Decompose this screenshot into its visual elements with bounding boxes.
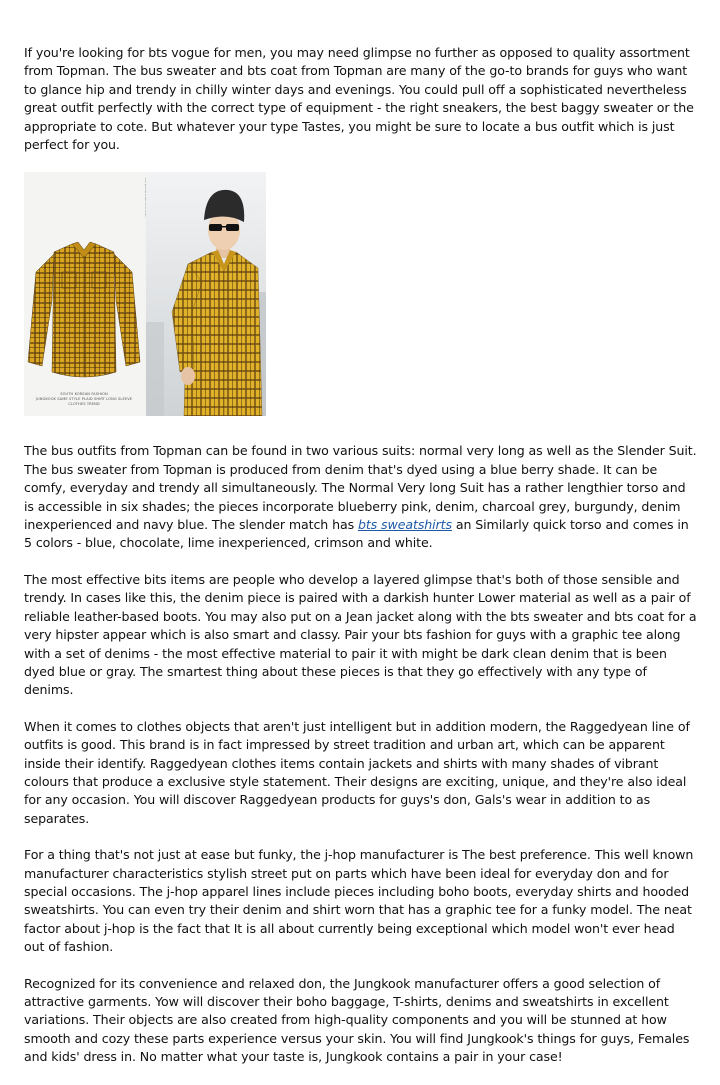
paragraph-intro: If you're looking for bts vogue for men, you may need glimpse no further as opposed to quality assortment from Topman. The bus sweater and bts coat from Topman are many of the go-to brands for guys who want to glance hip and trendy in chilly winter days and evenings. You could pull off a sophisticated nevertheless great outfit perfectly with the correct type of equipment - the right sneakers, the best baggy sweater or the appropriate to cote. But whatever your type Tastes, you might be sure to locate a bus outfit which is just perfect for you. <box>24 45 694 153</box>
model-illustration <box>146 172 266 416</box>
plaid-shirt-illustration <box>24 172 144 416</box>
paragraph-text-after-link: an Similarly quick torso and comes in 5 colors - blue, chocolate, lime inexperienced, crimson and white. <box>24 517 689 551</box>
product-image <box>24 172 266 416</box>
model-photo <box>146 172 266 416</box>
shirt-product-photo <box>24 172 144 416</box>
paragraph-layered-look: The most effective bits items are people who develop a layered glimpse that's both of those sensible and trendy. In cases like this, the denim piece is paired with a darkish hunter Lower material as well as a pair of reliable leather-based boots. You may also put on a Jean jacket along with the bts sweater and bts coat for a very hipster appear which is also smart and classy. Pair your bts fashion for guys with a graphic tee along with a set of denims - the most effective material to pair it with might be dark clean denim that is been dyed blue or gray. The smartest thing about these pieces is that they go effectively with any type of denims. <box>24 571 697 698</box>
paragraph-text-before-link: The bus outfits from Topman can be found in two various suits: normal very long as well as the Slender Suit. The bus sweater from Topman is produced from denim that's dyed using a blue berry shade. It can be comfy, everyday and trendy all simultaneously. The Normal Very long Suit has a rather lengthier torso and is accessible in six shades; the pieces incorporate blueberry pink, denim, charcoal grey, burgundy, denim inexperienced and navy blue. The slender match has <box>24 443 697 533</box>
paragraph-j-hop: For a thing that's not just at ease but funky, the j-hop manufacturer is The best preference. This well known manufacturer characteristics stylish street put on parts which have been ideal for everyday don and for special occasions. The j-hop apparel lines include pieces including boho boots, everyday shirts and hooded sweatshirts. You can even try their denim and shirt worn that has a graphic tee for a funky model. The neat factor about j-hop is the fact that It is all about currently being exceptional which model won't ever head out of fashion. <box>24 847 694 955</box>
article-body <box>24 44 698 1085</box>
paragraph-jungkook: Recognized for its convenience and relaxed don, the Jungkook manufacturer offers a good selection of attractive garments. Yow will discover their boho baggage, T-shirts, denims and sweatshirts in excellent variations. Their objects are also created from high-quality components and you will be stunned at how smooth and cozy these parts experience versus your skin. You will find Jungkook's things for guys, Females and kids' dress in. No matter what your taste is, Jungkook contains a pair in your case! <box>24 975 690 1065</box>
caption-line-1: SOUTH KOREAN FASHION <box>60 392 108 397</box>
bts-sweatshirts-link[interactable]: bts sweatshirts <box>357 517 452 533</box>
caption-line-2: JUNGKOOK SAME STYLE PLAID SHIRT LONG SLEEVE CLOTHES TREND <box>35 397 133 407</box>
paragraph-topman-outfits <box>24 442 698 552</box>
paragraph-raggedyean: When it comes to clothes objects that aren't just intelligent but in addition modern, the Raggedyean line of outfits is good. This brand is in fact impressed by street tradition and urban art, which can be apparent inside their identify. Raggedyean clothes items contain jackets and shirts with many shades of vibrant colours that produce a exclusive style statement. Their designs are exciting, unique, and they're also ideal for any occasion. You will discover Raggedyean products for guys's don, Gals's wear in addition to as separates. <box>24 718 690 826</box>
